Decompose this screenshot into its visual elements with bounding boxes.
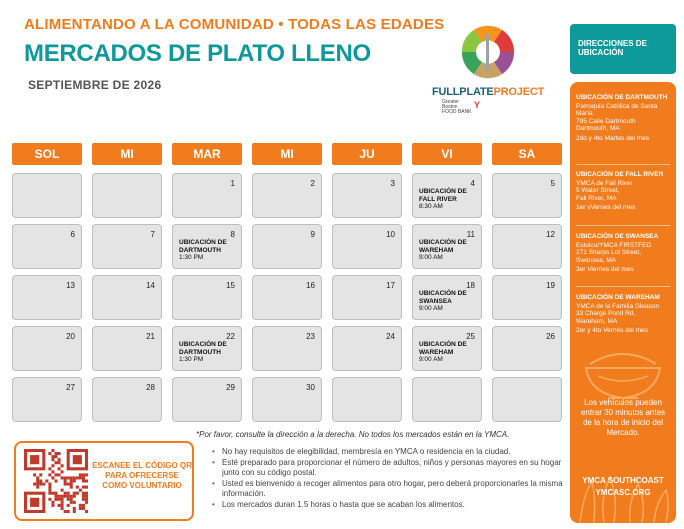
day-number: 3 (390, 179, 395, 188)
event-location: UBICACIÓN DE DARTMOUTH (179, 239, 227, 254)
info-list (212, 447, 564, 511)
calendar-day-cell (332, 326, 402, 371)
calendar-day-cell (492, 326, 562, 371)
calendar-day-cell (92, 224, 162, 269)
food-bank-logo: Greater Boston FOOD BANK (442, 99, 472, 115)
weekday-header-sun: SOL (12, 143, 82, 165)
calendar-day-cell (332, 377, 402, 422)
tagline: ALIMENTANDO A LA COMUNIDAD • TODAS LAS EDADES (24, 16, 445, 33)
market-event (419, 341, 481, 364)
location-name: UBICACIÓN DE SWANSEA (576, 233, 659, 240)
weekday-header-fri: VI (412, 143, 482, 165)
location-name: UBICACIÓN DE FALL RIVER (576, 171, 664, 178)
market-event (179, 341, 241, 364)
calendar-day-cell (332, 224, 402, 269)
day-number: 17 (386, 281, 395, 290)
logo-wordmark: FULLPLATEPROJECT (432, 86, 545, 98)
day-number: 4 (470, 179, 475, 188)
calendar-day-cell (332, 275, 402, 320)
weekday-header-thu: JU (332, 143, 402, 165)
location-address: YMCA de Fall River 5 Water Street, Fall River, MA (576, 179, 633, 202)
calendar-day-cell (252, 224, 322, 269)
calendar-day-cell (172, 275, 242, 320)
calendar-day-cell (492, 377, 562, 422)
day-number: 15 (226, 281, 235, 290)
info-item-eligibility: • No hay requisitos de elegibilidad, membresía en YMCA o residencia en la ciudad. (212, 447, 564, 457)
market-event (419, 239, 481, 262)
day-number: 30 (306, 383, 315, 392)
location-dartmouth (576, 94, 672, 143)
calendar-day-cell (492, 173, 562, 218)
weekday-header-wed: MI (252, 143, 322, 165)
day-number: 27 (66, 383, 75, 392)
calendar-day-cell (412, 173, 482, 218)
info-item-household: • Esté preparado para proporcionar el número de adultos, niños y personas mayores en su hogar junto con su código postal. (212, 458, 564, 478)
market-event (419, 290, 481, 313)
day-number: 14 (146, 281, 155, 290)
calendar-day-cell (412, 224, 482, 269)
calendar-day-cell (92, 326, 162, 371)
calendar-day-cell (252, 173, 322, 218)
location-days: 2er y 4to Vernes del mes (576, 327, 648, 334)
weekday-header-mon: MI (92, 143, 162, 165)
day-number: 26 (546, 332, 555, 341)
location-sidebar (570, 82, 676, 523)
day-number: 29 (226, 383, 235, 392)
day-number: 12 (546, 230, 555, 239)
calendar-day-cell (12, 173, 82, 218)
day-number: 10 (386, 230, 395, 239)
day-number: 16 (306, 281, 315, 290)
calendar-day-cell (12, 326, 82, 371)
calendar-day-cell (412, 326, 482, 371)
location-address: Estoico/YMCA FIRSTFED 271 Sharps Lot Street, Swansea, MA (576, 241, 652, 264)
weekday-header-row (12, 143, 564, 165)
location-address: Parroquia Católica de Santa María 795 Calle Dartmouth Dartmouth, MA (576, 102, 658, 132)
ymca-contact (576, 475, 670, 499)
event-time: 1:30 PM (179, 254, 204, 261)
divider (576, 164, 670, 165)
month-label: SEPTIEMBRE DE 2026 (28, 78, 162, 92)
calendar-day-cell (492, 275, 562, 320)
divider (576, 225, 670, 226)
calendar-day-cell (172, 224, 242, 269)
location-days: 2do y 4to Martes del mes (576, 134, 649, 142)
calendar-day-cell (12, 377, 82, 422)
vehicle-note: Los vehículos pueden entrar 30 minutos antes de la hora de inicio del Mercado. (580, 398, 666, 437)
day-number: 1 (230, 179, 235, 188)
event-time: 9:00 AM (419, 305, 443, 312)
ymca-logo: Y (474, 100, 481, 110)
day-number: 19 (546, 281, 555, 290)
day-number: 24 (386, 332, 395, 341)
page-title: MERCADOS DE PLATO LLENO (24, 40, 371, 67)
event-location: UBICACIÓN DE DARTMOUTH (179, 341, 227, 356)
event-time: 8:30 AM (419, 203, 443, 210)
calendar-day-cell (252, 326, 322, 371)
location-name: UBICACIÓN DE DARTMOUTH (576, 94, 668, 101)
food-wreath-icon (452, 16, 524, 88)
day-number: 8 (230, 230, 235, 239)
calendar-day-cell (332, 173, 402, 218)
ymca-url[interactable]: YMCASC.ORG (595, 488, 651, 497)
day-number: 5 (550, 179, 555, 188)
location-name: UBICACIÓN DE WAREHAM (576, 294, 660, 301)
day-number: 22 (226, 332, 235, 341)
calendar-day-cell (412, 275, 482, 320)
calendar-day-cell (92, 275, 162, 320)
event-location: UBICACIÓN DE WAREHAM (419, 341, 467, 356)
calendar-day-cell (252, 275, 322, 320)
calendar-day-cell (12, 275, 82, 320)
day-number: 2 (310, 179, 315, 188)
day-number: 28 (146, 383, 155, 392)
calendar-day-cell (12, 224, 82, 269)
calendar-day-cell (172, 173, 242, 218)
day-number: 25 (466, 332, 475, 341)
day-number: 20 (66, 332, 75, 341)
event-location: UBICACIÓN DE WAREHAM (419, 239, 467, 254)
location-fall-river (576, 171, 672, 212)
qr-code-icon[interactable] (24, 449, 88, 513)
day-number: 7 (150, 230, 155, 239)
day-number: 18 (466, 281, 475, 290)
day-number: 9 (310, 230, 315, 239)
sidebar-heading: DIRECCIONES DE UBICACIÓN (570, 24, 676, 74)
market-event (179, 239, 241, 262)
calendar-day-cell (492, 224, 562, 269)
weekday-header-sat: SA (492, 143, 562, 165)
calendar-day-cell (172, 377, 242, 422)
calendar-day-cell (92, 377, 162, 422)
info-item-duration: • Los mercados duran 1.5 horas o hasta que se acaban los alimentos. (212, 500, 564, 510)
location-note: *Por favor, consulte la dirección a la derecha. No todos los mercados están en la YMCA. (196, 430, 510, 439)
day-number: 13 (66, 281, 75, 290)
volunteer-qr-box (14, 441, 194, 521)
full-plate-project-logo (428, 16, 546, 114)
event-location: UBICACIÓN DE FALL RIVER (419, 188, 467, 203)
divider (576, 286, 670, 287)
day-number: 11 (466, 230, 475, 239)
location-days: 1er vVernes del mes (576, 204, 636, 211)
qr-instructions: ESCANEE EL CÓDIGO QR PARA OFRECERSE COMO VOLUNTARIO (92, 461, 192, 490)
location-swansea (576, 233, 672, 274)
calendar-day-cell (172, 326, 242, 371)
event-time: 1:30 PM (179, 356, 204, 363)
location-days: 3er Viernes del mes (576, 266, 634, 273)
event-location: UBICACIÓN DE SWANSEA (419, 290, 467, 305)
weekday-header-tue: MAR (172, 143, 242, 165)
event-time: 9:00 AM (419, 356, 443, 363)
day-number: 21 (146, 332, 155, 341)
day-number: 23 (306, 332, 315, 341)
ymca-name: YMCA SOUTHCOAST (582, 476, 664, 485)
calendar-day-cell (92, 173, 162, 218)
calendar-day-cell (252, 377, 322, 422)
calendar-day-cell (412, 377, 482, 422)
day-number: 6 (70, 230, 75, 239)
event-time: 9:00 AM (419, 254, 443, 261)
info-item-proxy: • Usted es bienvenido a recoger alimentos para otro hogar, pero deberá proporcionarles la misma información. (212, 479, 564, 499)
location-address: YMCA de la Familia Gleason 33 Charge Pond Rd, Wareham, MA (576, 302, 660, 325)
market-event (419, 188, 481, 211)
location-wareham (576, 294, 672, 335)
